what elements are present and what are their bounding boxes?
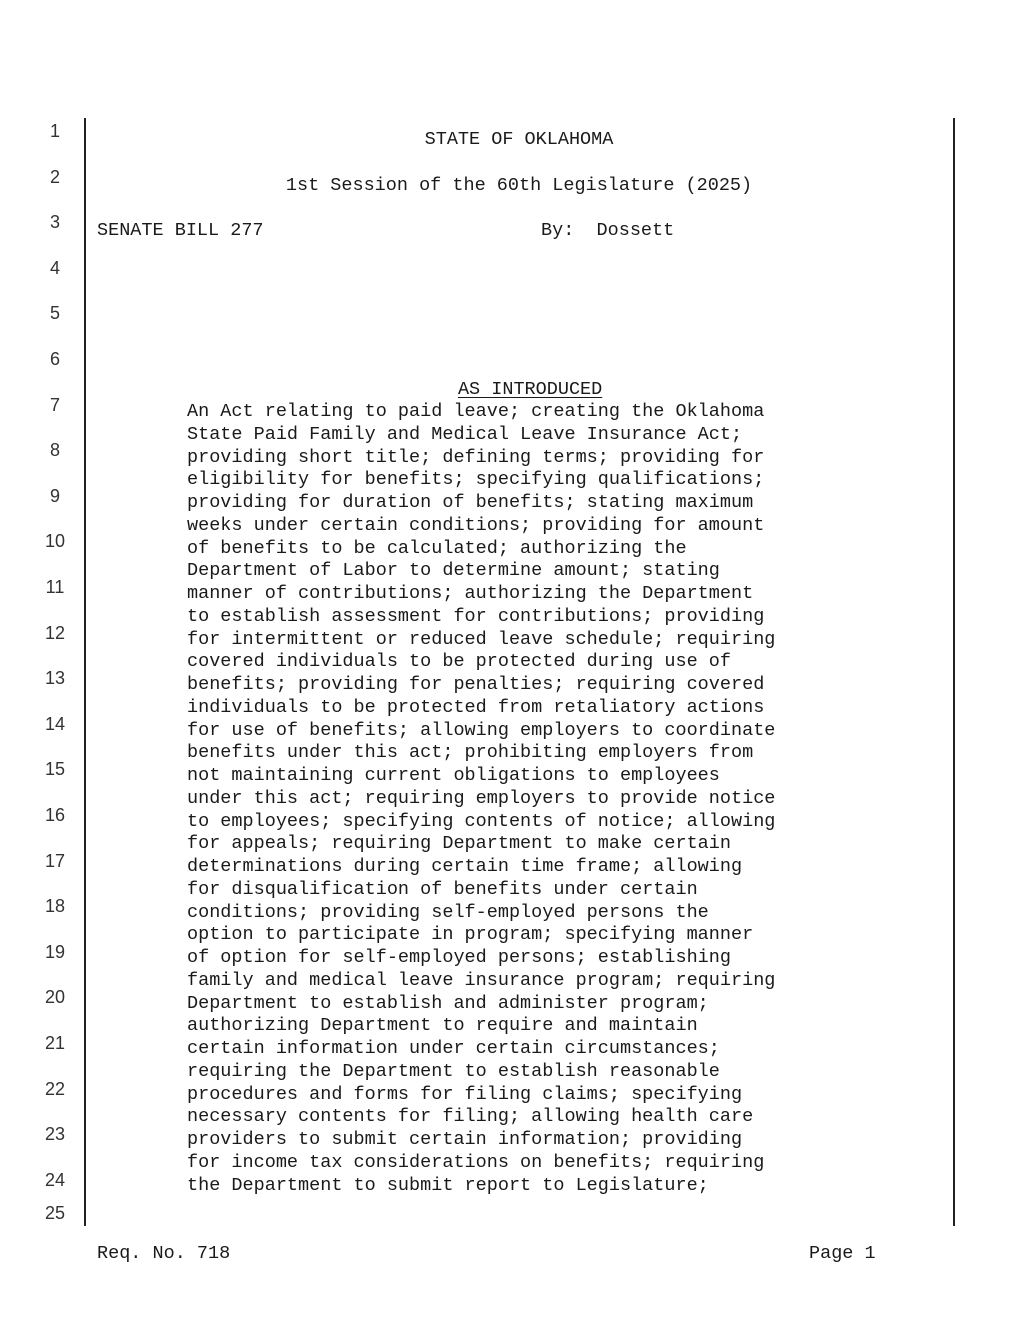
left-margin-rule [84, 118, 86, 1226]
summary-line: State Paid Family and Medical Leave Insurance Act; [187, 423, 743, 445]
summary-line: necessary contents for filing; allowing health care [187, 1106, 754, 1128]
line-number: 20 [44, 987, 66, 1008]
status-heading: AS INTRODUCED [457, 379, 603, 400]
summary-line: conditions; providing self-employed persons the [187, 901, 709, 923]
line-number: 24 [44, 1169, 66, 1190]
summary-line: under this act; requiring employers to provide notice [187, 787, 776, 809]
summary-line: certain information under certain circumstances; [187, 1038, 720, 1059]
summary-line: the Department to submit report to Legislature; [187, 1174, 709, 1196]
line-number: 21 [44, 1033, 66, 1053]
summary-line: for disqualification of benefits under certain [187, 878, 698, 900]
summary-line: of option for self-employed persons; establishing [187, 947, 731, 968]
line-number: 7 [49, 394, 60, 415]
summary-line: requiring the Department to establish reasonable [187, 1060, 720, 1082]
summary-line: weeks under certain conditions; providing for amount [187, 514, 765, 536]
summary-line: for intermittent or reduced leave schedule; requiring [187, 628, 776, 650]
state-heading: STATE OF OKLAHOMA [424, 129, 614, 150]
summary-line: for appeals; requiring Department to make certain [187, 833, 731, 855]
summary-line: option to participate in program; specifying manner [187, 924, 754, 946]
summary-line: providing short title; defining terms; providing for [187, 446, 765, 468]
summary-line: to employees; specifying contents of notice; allowing [187, 810, 776, 832]
line-number: 1 [49, 121, 60, 141]
line-number: 11 [45, 577, 65, 597]
summary-line: for income tax considerations on benefits; requiring [187, 1151, 765, 1173]
line-number: 4 [49, 257, 60, 278]
line-number: 9 [49, 485, 60, 506]
line-number: 22 [44, 1078, 66, 1099]
line-number: 19 [44, 941, 66, 962]
summary-line: procedures and forms for filing claims; specifying [187, 1083, 743, 1105]
line-number: 12 [44, 622, 66, 643]
line-number: 15 [44, 759, 66, 780]
bill-author: By: Dossett [541, 220, 675, 241]
bill-number: SENATE BILL 277 [97, 220, 264, 241]
summary-line: Department to establish and administer program; [187, 992, 709, 1014]
line-number-cut: 25 [44, 1203, 66, 1223]
line-number: 14 [44, 713, 66, 734]
line-number: 3 [49, 212, 60, 233]
summary-line: benefits under this act; prohibiting employers from [187, 742, 754, 764]
request-number: Req. No. 718 [97, 1243, 231, 1264]
session-heading: 1st Session of the 60th Legislature (2025) [285, 175, 753, 196]
page-number: Page 1 [809, 1243, 876, 1264]
line-number: 17 [44, 850, 66, 871]
summary-line: An Act relating to paid leave; creating the Oklahoma [187, 401, 765, 422]
summary-line: eligibility for benefits; specifying qualifications; [187, 469, 765, 491]
summary-line: individuals to be protected from retaliatory actions [187, 696, 765, 718]
summary-line: not maintaining current obligations to employees [187, 765, 720, 786]
summary-line: covered individuals to be protected during use of [187, 651, 731, 673]
line-number: 23 [44, 1124, 66, 1145]
summary-line: Department of Labor to determine amount; stating [187, 560, 720, 582]
line-number: 2 [49, 166, 60, 187]
summary-line: determinations during certain time frame; allowing [187, 856, 743, 877]
line-number: 5 [49, 303, 60, 324]
line-number: 18 [44, 896, 66, 917]
right-margin-rule [953, 118, 955, 1226]
line-number: 6 [49, 349, 60, 369]
summary-line: family and medical leave insurance program; requiring [187, 969, 776, 991]
summary-line: benefits; providing for penalties; requiring covered [187, 674, 765, 695]
summary-line: for use of benefits; allowing employers to coordinate [187, 719, 776, 741]
line-number: 16 [44, 805, 66, 825]
summary-line: manner of contributions; authorizing the Department [187, 583, 754, 604]
summary-line: providers to submit certain information; providing [187, 1129, 743, 1150]
line-number: 8 [49, 440, 60, 461]
status-heading-wrap [86, 357, 952, 401]
summary-line: authorizing Department to require and maintain [187, 1015, 698, 1037]
line-number: 10 [44, 531, 66, 552]
summary-line: to establish assessment for contributions; providing [187, 605, 765, 627]
line-number: 13 [44, 668, 66, 689]
summary-line: of benefits to be calculated; authorizing the [187, 537, 687, 559]
summary-line: providing for duration of benefits; stating maximum [187, 492, 754, 513]
bill-summary [187, 401, 887, 1197]
